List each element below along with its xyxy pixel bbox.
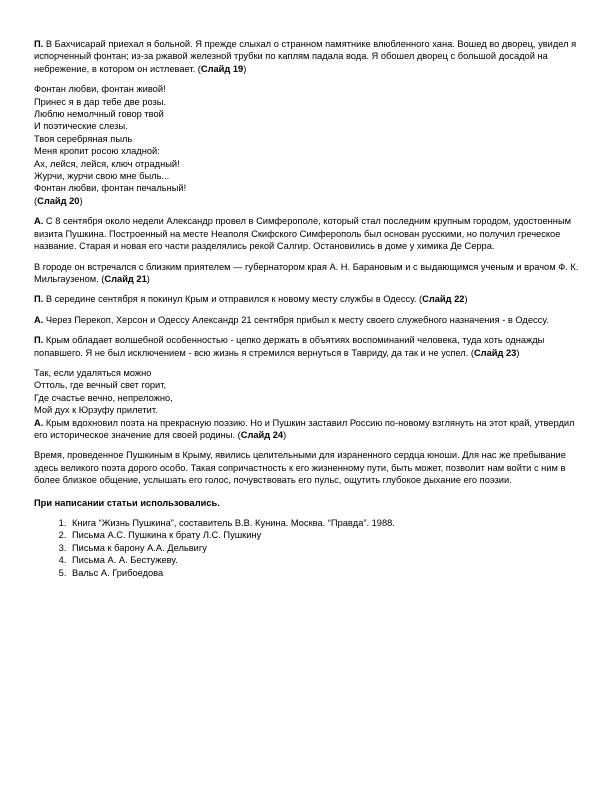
document-page: [34, 38, 582, 579]
paragraph-7: [34, 417, 582, 442]
poem-line: Фонтан любви, фонтан печальный!: [34, 183, 187, 194]
poem-line: Принес я в дар тебе две розы.: [34, 96, 167, 107]
speaker-label: П.: [34, 39, 44, 49]
poem-line: Оттоль, где вечный свет горит,: [34, 380, 167, 391]
paragraph-text: Время, проведенное Пушкиным в Крыму, явились целительными для израненного сердца юноши. Для нас же пребывание здесь великого поэта дорого особо. Такая сопричастность к его жизненному пути, быть может, позволит нам войти с ним в более близкое общение, услышать его голос, почувствовать его пульс, ощутить глубокое дыхание его поэзии.: [34, 450, 566, 486]
speaker-label: А.: [34, 314, 44, 325]
paragraph-text: В середине сентября я покинул Крым и отправился к новому месту службы в Одессу. (: [43, 294, 423, 305]
poem-line: Ах, лейся, лейся, ключ отрадный!: [34, 158, 180, 169]
poem-fountain: [34, 83, 582, 207]
slide-ref: Слайд 22: [422, 294, 465, 305]
paragraph-5: [34, 314, 582, 326]
paragraph-3: [34, 261, 582, 286]
paragraph-text: Через Перекоп, Херсон и Одессу Александр 21 сентября прибыл к месту своего служебного назначения - в Одессу.: [43, 314, 549, 325]
poem-line: Меня кропит росою хладной:: [34, 146, 160, 157]
slide-ref: Слайд 24: [240, 429, 284, 440]
slide-ref: Слайд 21: [104, 273, 147, 284]
paren-close: ): [243, 63, 247, 74]
poem-line: Фонтан любви, фонтан живой!: [34, 84, 166, 95]
paragraph-2: [34, 215, 582, 252]
paragraph-text: С 8 сентября около недели Александр провел в Симферополе, который стал последним крупным городом, удостоенным визита Пушкина. Построенный на месте Неаполя Скифского Симферополь был основан русскими, но получил греческое название. Старая и новая его части разделялись рекой Салгир. Остановились в доме у химика Де Серра.: [34, 216, 572, 252]
poem-line: Где счастье вечно, непреложно,: [34, 392, 173, 403]
paragraph-text: Крым обладает волшебной особенностью - цепко держать в объятиях воспоминаний человека, туда хоть однажды попавшего. Я не был исключением - всю жизнь я стремился вернуться в Тавриду, да так и не успел. (: [34, 335, 545, 358]
paren-close: ): [146, 273, 150, 284]
poem-line: И поэтические слезы.: [34, 121, 128, 132]
paragraph-text: В Бахчисарай приехал я больной. Я прежде слыхал о странном памятнике влюбленного хана. Вошед во дворец, увидел я испорченный фонтан; из-за ржавой железной трубки по каплям падала вода. Я обошел дворец с большой досадой на небрежение, в котором он истлевает. (: [34, 39, 577, 74]
poem-line: Твоя серебряная пыль: [34, 133, 133, 144]
poem-line: Мой дух к Юрзуфу прилетит.: [34, 405, 158, 416]
source-item: 3. Письма к барону А.А. Дельвигу: [69, 542, 582, 554]
poem-line: Журчи, журчи свою мне быль...: [34, 171, 170, 182]
speaker-label: П.: [34, 294, 44, 305]
paragraph-text: В городе он встречался с близким приятелем — губернатором края А. Н. Барановым и с выдающимся ученым и врачом Ф. К. Мильгаузеном. (: [34, 261, 579, 284]
paragraph-6: [34, 334, 582, 359]
poem-yurzuf: [34, 367, 582, 417]
paren-close: ): [79, 195, 83, 206]
paren-open: (: [34, 195, 38, 206]
paragraph-8: [34, 449, 582, 486]
paragraph-4: [34, 293, 582, 305]
source-item: 5. Вальс А. Грибоедова: [69, 567, 582, 579]
slide-ref: Слайд 20: [37, 195, 80, 206]
sources-list: [34, 517, 582, 579]
poem-line: Так, если удаляться можно: [34, 367, 152, 378]
source-item: 2. Письма А.С. Пушкина к брату Л.С. Пушкину: [69, 529, 582, 541]
slide-ref: Слайд 19: [200, 63, 244, 74]
paragraph-1: [34, 38, 582, 75]
slide-ref: Слайд 23: [473, 347, 517, 358]
speaker-label: П.: [34, 335, 44, 346]
source-item: 1. Книга “Жизнь Пушкина”, составитель В.В. Кунина. Москва. “Правда”. 1988.: [69, 517, 582, 529]
speaker-label: А.: [34, 216, 44, 227]
speaker-label: А.: [34, 417, 44, 428]
poem-slide-line: [34, 195, 582, 207]
paren-close: ): [464, 294, 468, 305]
paren-close: ): [283, 429, 287, 440]
sources-heading: При написании статьи использовались.: [34, 497, 220, 508]
source-item: 4. Письма А. А. Бестужеву.: [69, 554, 582, 566]
paren-close: ): [516, 347, 520, 358]
poem-line: Люблю немолчный говор твой: [34, 109, 164, 120]
paragraph-text: Крым вдохновил поэта на прекрасную поэзию. Но и Пушкин заставил Россию по-новому взглянуть на этот край, утвердил его историческое значение для своей родины. (: [34, 417, 575, 440]
